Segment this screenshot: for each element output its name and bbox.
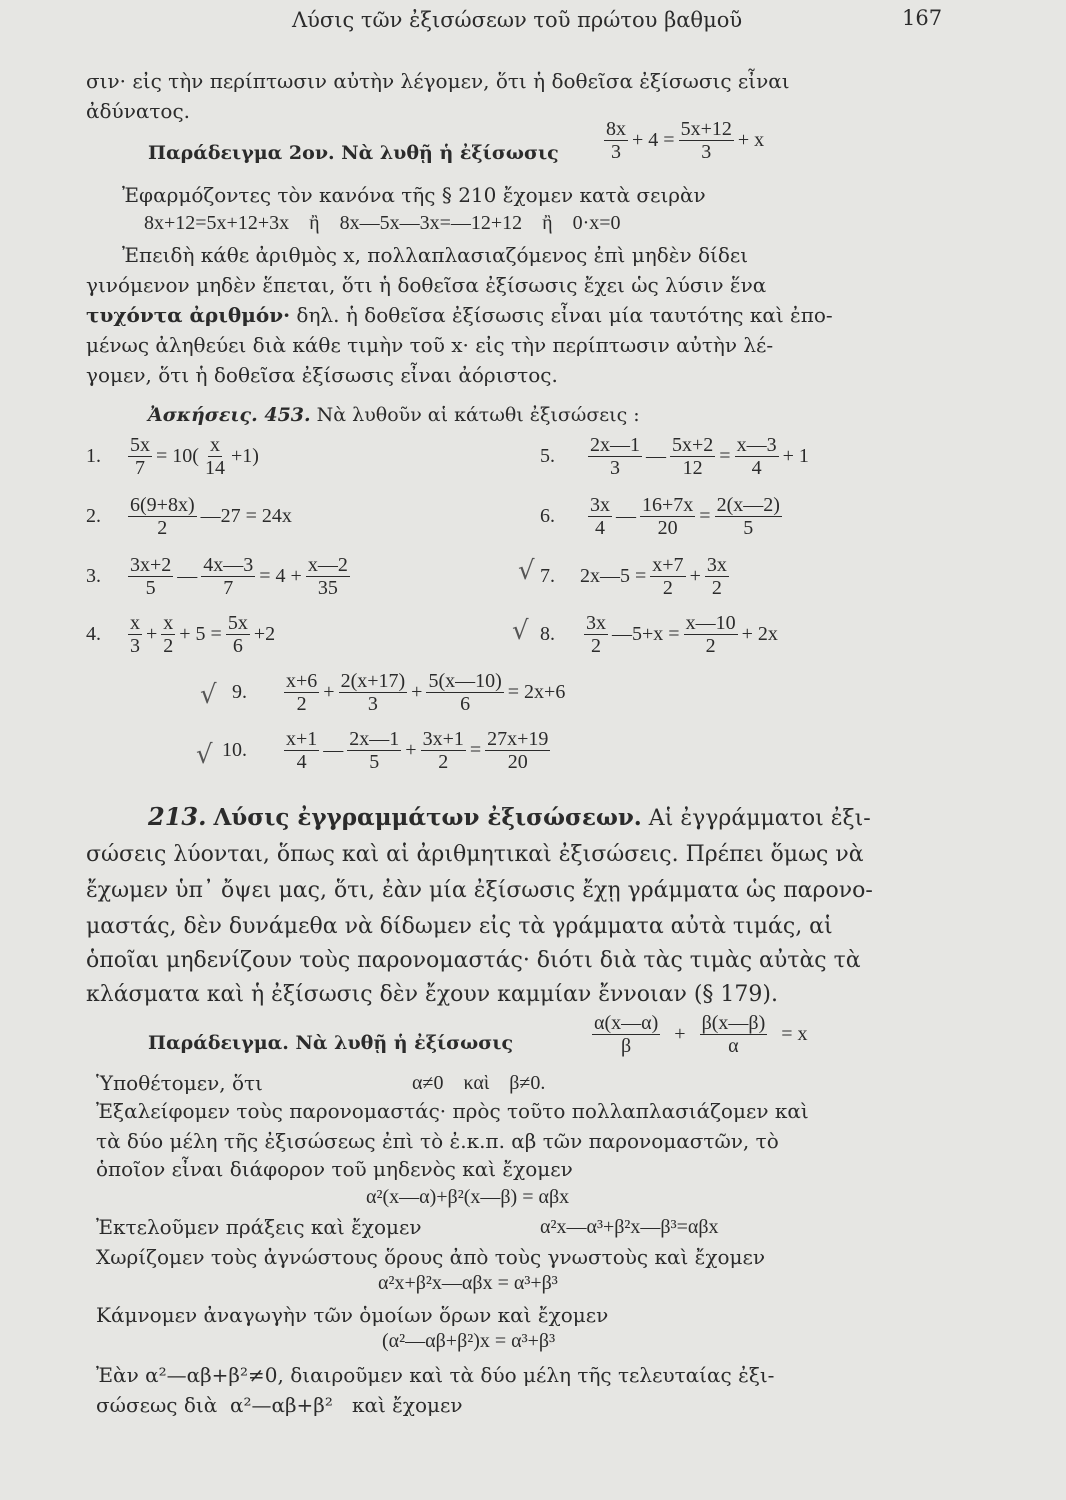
text-line: Χωρίζομεν τοὺς ἀγνώστους ὅρους ἀπὸ τοὺς γνωστοὺς καὶ ἔχομεν	[96, 1245, 766, 1269]
text-line: ὁποῖον εἶναι διάφορον τοῦ μηδενὸς καὶ ἔχομεν	[96, 1157, 573, 1181]
check-mark: √	[196, 740, 213, 770]
section-title: Λύσις ἐγγραμμάτων ἐξισώσεων.	[213, 804, 642, 831]
check-mark: √	[518, 556, 535, 586]
example-equation: $\frac{\alpha(x—\alpha)}{\beta}$ + $\frac{\beta(x—\beta)}{\alpha}$ = x	[594, 1012, 808, 1057]
text-line: ὁποῖαι μηδενίζουν τοὺς παρονομαστάς· διότι διὰ τὰς τιμὰς αὐτὰς τὰ	[86, 948, 861, 973]
exercise-7: 7. 2x—5 = $\frac{x+7}{2}$ + $\frac{3x}{2}$	[540, 554, 727, 599]
check-mark: √	[512, 616, 529, 646]
exercise-9: 9. $\frac{x+6}{2}$ + $\frac{2(x+17)}{3}$ + $\frac{5(x—10)}{6}$ = 2x+6	[232, 670, 566, 715]
text-line: γομεν, ὅτι ἡ δοθεῖσα ἐξίσωσις εἶναι ἀόριστος.	[86, 363, 558, 387]
text-line: ἔχωμεν ὑπ᾿ ὄψει μας, ὅτι, ἐὰν μία ἐξίσωσις ἔχῃ γράμματα ὡς παρονο-	[86, 878, 873, 903]
example-label: Παράδειγμα 2ον. Νὰ λυθῇ ἡ ἐξίσωσις	[148, 142, 559, 164]
page-number: 167	[902, 6, 943, 30]
check-mark: √	[200, 680, 217, 710]
exercises-heading: Ἀσκήσεις. 453. Νὰ λυθοῦν αἱ κάτωθι ἐξισώσεις :	[148, 404, 640, 426]
math-line: α²x+β²x—αβx = α³+β³	[378, 1272, 558, 1294]
exercise-1: 1. $\frac{5x}{7}$ = 10( $\frac{x}{14}$ +1)	[86, 434, 259, 479]
text-line: σώσεις λύονται, ὅπως καὶ αἱ ἀριθμητικαὶ ἐξισώσεις. Πρέπει ὅμως νὰ	[86, 842, 864, 867]
text-line: Ἐπειδὴ κάθε ἀριθμὸς x, πολλαπλασιαζόμενος ἐπὶ μηδὲν δίδει	[122, 243, 749, 267]
text-line: Ἐφαρμόζοντες τὸν κανόνα τῆς § 210 ἔχομεν κατὰ σειρὰν	[122, 183, 706, 207]
example-equation: $\frac{8x}{3}$ + 4 = $\frac{5x+12}{3}$ + x	[606, 118, 765, 163]
text-line: Ἐκτελοῦμεν πράξεις καὶ ἔχομεν α²x—α³+β²x—β³=αβx	[96, 1215, 719, 1239]
text-line: μένως ἀληθεύει διὰ κάθε τιμὴν τοῦ x· εἰς τὴν περίπτωσιν αὐτὴν λέ-	[86, 333, 774, 357]
text-line: Ἐξαλείφομεν τοὺς παρονομαστάς· πρὸς τοῦτο πολλαπλασιάζομεν καὶ	[96, 1099, 809, 1123]
emphasis: τυχόντα ἀριθμόν·	[86, 303, 291, 327]
text-line: σώσεως διὰ α²—αβ+β² καὶ ἔχομεν	[96, 1393, 463, 1417]
text-line: τυχόντα ἀριθμόν· δηλ. ἡ δοθεῖσα ἐξίσωσις εἶναι μία ταυτότης καὶ ἐπο-	[86, 303, 833, 327]
text-line: ἀδύνατος.	[86, 99, 191, 123]
exercise-5: 5. $\frac{2x—1}{3}$ — $\frac{5x+2}{12}$ = $\frac{x—3}{4}$ + 1	[540, 434, 809, 479]
text-line: μαστάς, δὲν δυνάμεθα νὰ δίδωμεν εἰς τὰ γράμματα αὐτὰ τιμάς, αἱ	[86, 914, 833, 939]
math-line: α²(x—α)+β²(x—β) = αβx	[366, 1186, 570, 1208]
text-line: κλάσματα καὶ ἡ ἐξίσωσις δὲν ἔχουν καμμίαν ἔννοιαν (§ 179).	[86, 982, 778, 1007]
example-label: Παράδειγμα. Νὰ λυθῇ ἡ ἐξίσωσις	[148, 1032, 514, 1054]
text-line: σιν· εἰς τὴν περίπτωσιν αὐτὴν λέγομεν, ὅτι ἡ δοθεῖσα ἐξίσωσις εἶναι	[86, 69, 790, 93]
text-line: τὰ δύο μέλη τῆς ἐξισώσεως ἐπὶ τὸ ἐ.κ.π. αβ τῶν παρονομαστῶν, τὸ	[96, 1129, 779, 1153]
text-line: Κάμνομεν ἀναγωγὴν τῶν ὁμοίων ὅρων καὶ ἔχομεν	[96, 1303, 609, 1327]
text-line: Ἐὰν α²—αβ+β²≠0, διαιροῦμεν καὶ τὰ δύο μέλη τῆς τελευταίας ἐξι-	[96, 1363, 775, 1387]
exercise-10: 10. $\frac{x+1}{4}$ — $\frac{2x—1}{5}$ + $\frac{3x+1}{2}$ = $\frac{27x+19}{20}$	[222, 728, 549, 773]
exercise-4: 4. $\frac{x}{3}$ + $\frac{x}{2}$ + 5 = $\frac{5x}{6}$ +2	[86, 612, 276, 657]
text-line: Ὑποθέτομεν, ὅτι α≠0 καὶ β≠0.	[96, 1071, 546, 1095]
math-line: (α²—αβ+β²)x = α³+β³	[382, 1330, 556, 1352]
section-number: 213.	[148, 802, 207, 831]
exercise-8: 8. $\frac{3x}{2}$ —5+x = $\frac{x—10}{2}$ + 2x	[540, 612, 778, 657]
equation-chain: 8x+12=5x+12+3x ἢ 8x—5x—3x=—12+12 ἢ 0·x=0	[144, 212, 621, 234]
text-line: γινόμενον μηδὲν ἕπεται, ὅτι ἡ δοθεῖσα ἐξίσωσις ἔχει ὡς λύσιν ἕνα	[86, 273, 767, 297]
exercise-3: 3. $\frac{3x+2}{5}$ — $\frac{4x—3}{7}$ = 4 + $\frac{x—2}{35}$	[86, 554, 348, 599]
exercise-2: 2. $\frac{6(9+8x)}{2}$ —27 = 24x	[86, 494, 292, 539]
running-header: Λύσις τῶν ἐξισώσεων τοῦ πρώτου βαθμοῦ	[292, 8, 743, 32]
section-213-heading: 213. Λύσις ἐγγραμμάτων ἐξισώσεων. Αἱ ἐγγράμματοι ἐξι-	[148, 802, 871, 831]
exercise-6: 6. $\frac{3x}{4}$ — $\frac{16+7x}{20}$ = $\frac{2(x—2)}{5}$	[540, 494, 780, 539]
